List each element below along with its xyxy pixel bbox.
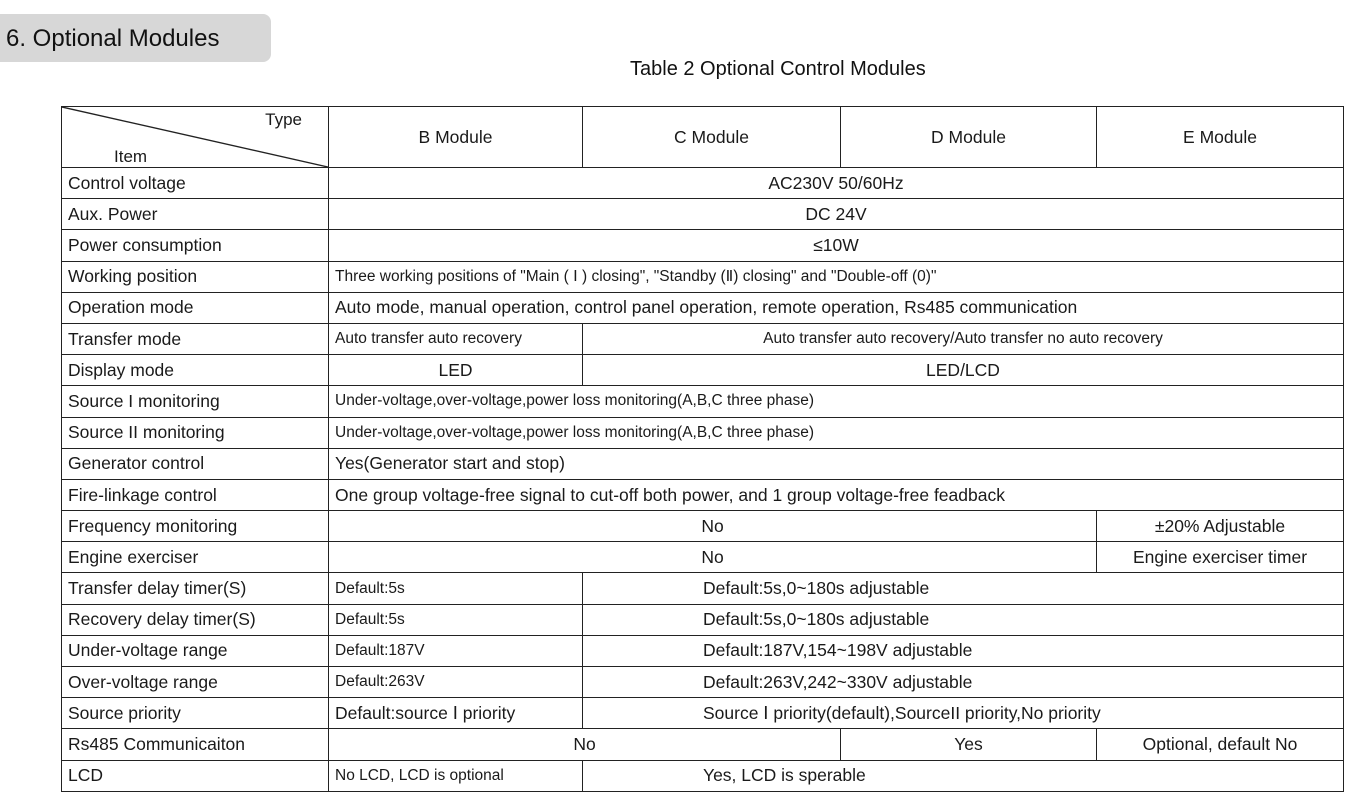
cell-value: AC230V 50/60Hz <box>329 168 1344 199</box>
table-row <box>62 604 1344 635</box>
table-row <box>62 199 1344 230</box>
table-row <box>62 511 1344 542</box>
cell-value: LED <box>329 355 583 386</box>
table-caption: Table 2 Optional Control Modules <box>630 58 926 80</box>
cell-value: No <box>329 542 1097 573</box>
row-label: Source priority <box>62 698 329 729</box>
row-label: Operation mode <box>62 292 329 323</box>
cell-value: LED/LCD <box>583 355 1344 386</box>
row-label: Rs485 Communicaiton <box>62 729 329 760</box>
column-header-b: B Module <box>329 107 583 168</box>
cell-value: Source Ⅰ priority(default),SourceII priority,No priority <box>583 698 1344 729</box>
cell-value: No <box>329 729 841 760</box>
column-header-d: D Module <box>841 107 1097 168</box>
cell-value: Under-voltage,over-voltage,power loss monitoring(A,B,C three phase) <box>329 386 1344 417</box>
cell-value: No <box>329 511 1097 542</box>
table-row <box>62 292 1344 323</box>
row-label: Fire-linkage control <box>62 479 329 510</box>
cell-value: Default:5s <box>329 604 583 635</box>
cell-value: Default:5s,0~180s adjustable <box>583 604 1344 635</box>
table-row <box>62 230 1344 261</box>
cell-value: Default:263V <box>329 667 583 698</box>
cell-value: Engine exerciser timer <box>1097 542 1344 573</box>
table-row <box>62 355 1344 386</box>
row-label: Frequency monitoring <box>62 511 329 542</box>
cell-value: Default:263V,242~330V adjustable <box>583 667 1344 698</box>
row-label: Source I monitoring <box>62 386 329 417</box>
cell-value: No LCD, LCD is optional <box>329 760 583 791</box>
cell-value: Three working positions of "Main ( Ⅰ ) closing", "Standby (Ⅱ) closing" and "Double-off (0)" <box>329 261 1344 292</box>
table-row <box>62 417 1344 448</box>
cell-value: Default:5s <box>329 573 583 604</box>
row-label: Source II monitoring <box>62 417 329 448</box>
column-header-e: E Module <box>1097 107 1344 168</box>
row-label: Control voltage <box>62 168 329 199</box>
corner-header-cell <box>62 107 329 168</box>
table-row <box>62 760 1344 791</box>
corner-type-label: Type <box>265 110 302 129</box>
row-label: Engine exerciser <box>62 542 329 573</box>
cell-value: Auto mode, manual operation, control panel operation, remote operation, Rs485 communication <box>329 292 1344 323</box>
row-label: Under-voltage range <box>62 635 329 666</box>
cell-value: Optional, default No <box>1097 729 1344 760</box>
cell-value: DC 24V <box>329 199 1344 230</box>
row-label: Aux. Power <box>62 199 329 230</box>
table-row <box>62 698 1344 729</box>
table-row <box>62 729 1344 760</box>
cell-value: Default:5s,0~180s adjustable <box>583 573 1344 604</box>
table-row <box>62 261 1344 292</box>
table-row <box>62 479 1344 510</box>
row-label: Power consumption <box>62 230 329 261</box>
cell-value: One group voltage-free signal to cut-off both power, and 1 group voltage-free feadback <box>329 479 1344 510</box>
table-row <box>62 635 1344 666</box>
row-label: LCD <box>62 760 329 791</box>
table-row <box>62 323 1344 354</box>
optional-modules-table <box>61 106 1344 792</box>
section-title: 6. Optional Modules <box>6 25 220 52</box>
corner-item-label: Item <box>114 147 148 167</box>
cell-value: Yes(Generator start and stop) <box>329 448 1344 479</box>
row-label: Transfer delay timer(S) <box>62 573 329 604</box>
cell-value: Default:source Ⅰ priority <box>329 698 583 729</box>
row-label: Generator control <box>62 448 329 479</box>
table-row <box>62 542 1344 573</box>
cell-value: Yes <box>841 729 1097 760</box>
table-row <box>62 448 1344 479</box>
column-header-c: C Module <box>583 107 841 168</box>
cell-value: Yes, LCD is sperable <box>583 760 1344 791</box>
table-row <box>62 168 1344 199</box>
row-label: Over-voltage range <box>62 667 329 698</box>
table-row <box>62 386 1344 417</box>
row-label: Working position <box>62 261 329 292</box>
cell-value: Default:187V,154~198V adjustable <box>583 635 1344 666</box>
cell-value: Under-voltage,over-voltage,power loss monitoring(A,B,C three phase) <box>329 417 1344 448</box>
cell-value: Auto transfer auto recovery/Auto transfer no auto recovery <box>583 323 1344 354</box>
row-label: Display mode <box>62 355 329 386</box>
cell-value: ±20% Adjustable <box>1097 511 1344 542</box>
section-heading <box>0 14 271 62</box>
table-row <box>62 667 1344 698</box>
table-header-row <box>62 107 1344 168</box>
cell-value: Auto transfer auto recovery <box>329 323 583 354</box>
table-row <box>62 573 1344 604</box>
cell-value: Default:187V <box>329 635 583 666</box>
row-label: Recovery delay timer(S) <box>62 604 329 635</box>
row-label: Transfer mode <box>62 323 329 354</box>
cell-value: ≤10W <box>329 230 1344 261</box>
